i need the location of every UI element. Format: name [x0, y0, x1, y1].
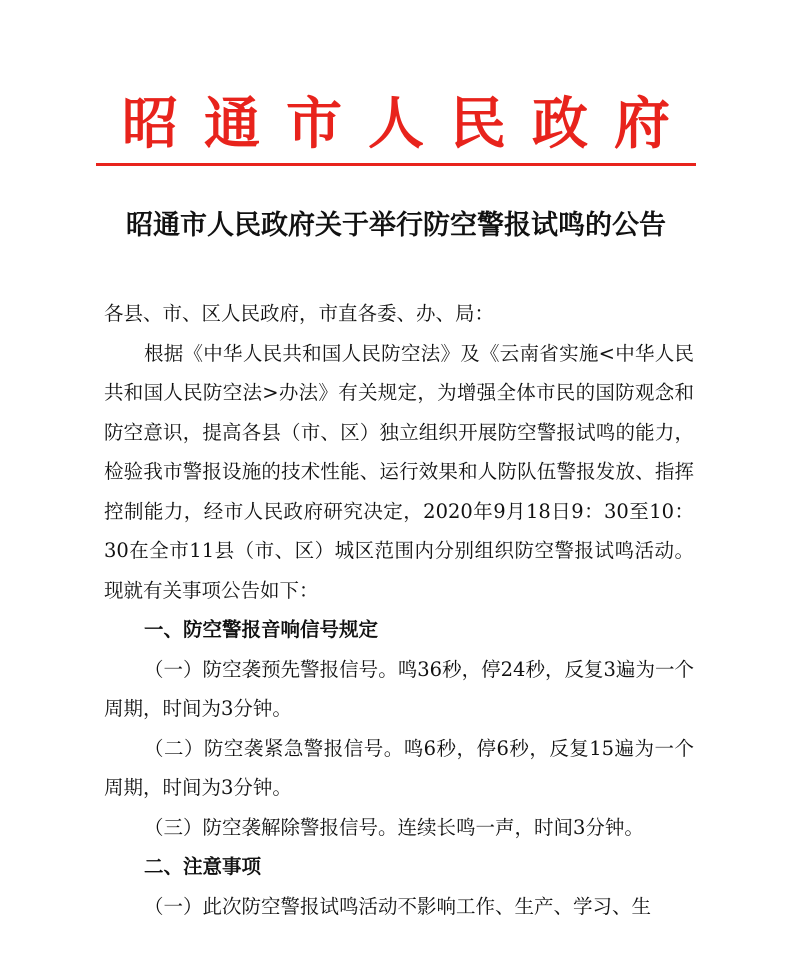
document-body [104, 294, 694, 926]
section1-item-2: （二）防空袭紧急警报信号。鸣6秒，停6秒，反复15遍为一个周期，时间为3分钟。 [104, 736, 694, 799]
section2-item-1: （一）此次防空警报试鸣活动不影响工作、生产、学习、生 [144, 894, 652, 918]
intro-paragraph: 根据《中华人民共和国人民防空法》及《云南省实施<中华人民共和国人民防空法>办法》有关规定，为增强全体市民的国防观念和防空意识，提高各县（市、区）独立组织开展防空警报试鸣的能力，检验我市警报设施的技术性能、运行效果和人防队伍警报发放、指挥控制能力，经市人民政府研究决定，2020年9月18日9：30至10：30在全市11县（市、区）城区范围内分别组织防空警报试鸣活动。现就有关事项公告如下： [104, 341, 694, 602]
section-heading-1: 一、防空警报音响信号规定 [144, 618, 379, 641]
section1-item-3: （三）防空袭解除警报信号。连续长鸣一声，时间3分钟。 [144, 815, 644, 839]
government-masthead: 昭通市人民政府 [122, 91, 696, 157]
document-title: 昭通市人民政府关于举行防空警报试鸣的公告 [126, 210, 666, 241]
red-divider-line [96, 163, 696, 166]
salutation: 各县、市、区人民政府，市直各委、办、局： [104, 302, 495, 325]
section-heading-2: 二、注意事项 [144, 855, 262, 878]
section1-item-1: （一）防空袭预先警报信号。鸣36秒，停24秒，反复3遍为一个周期，时间为3分钟。 [104, 657, 694, 720]
